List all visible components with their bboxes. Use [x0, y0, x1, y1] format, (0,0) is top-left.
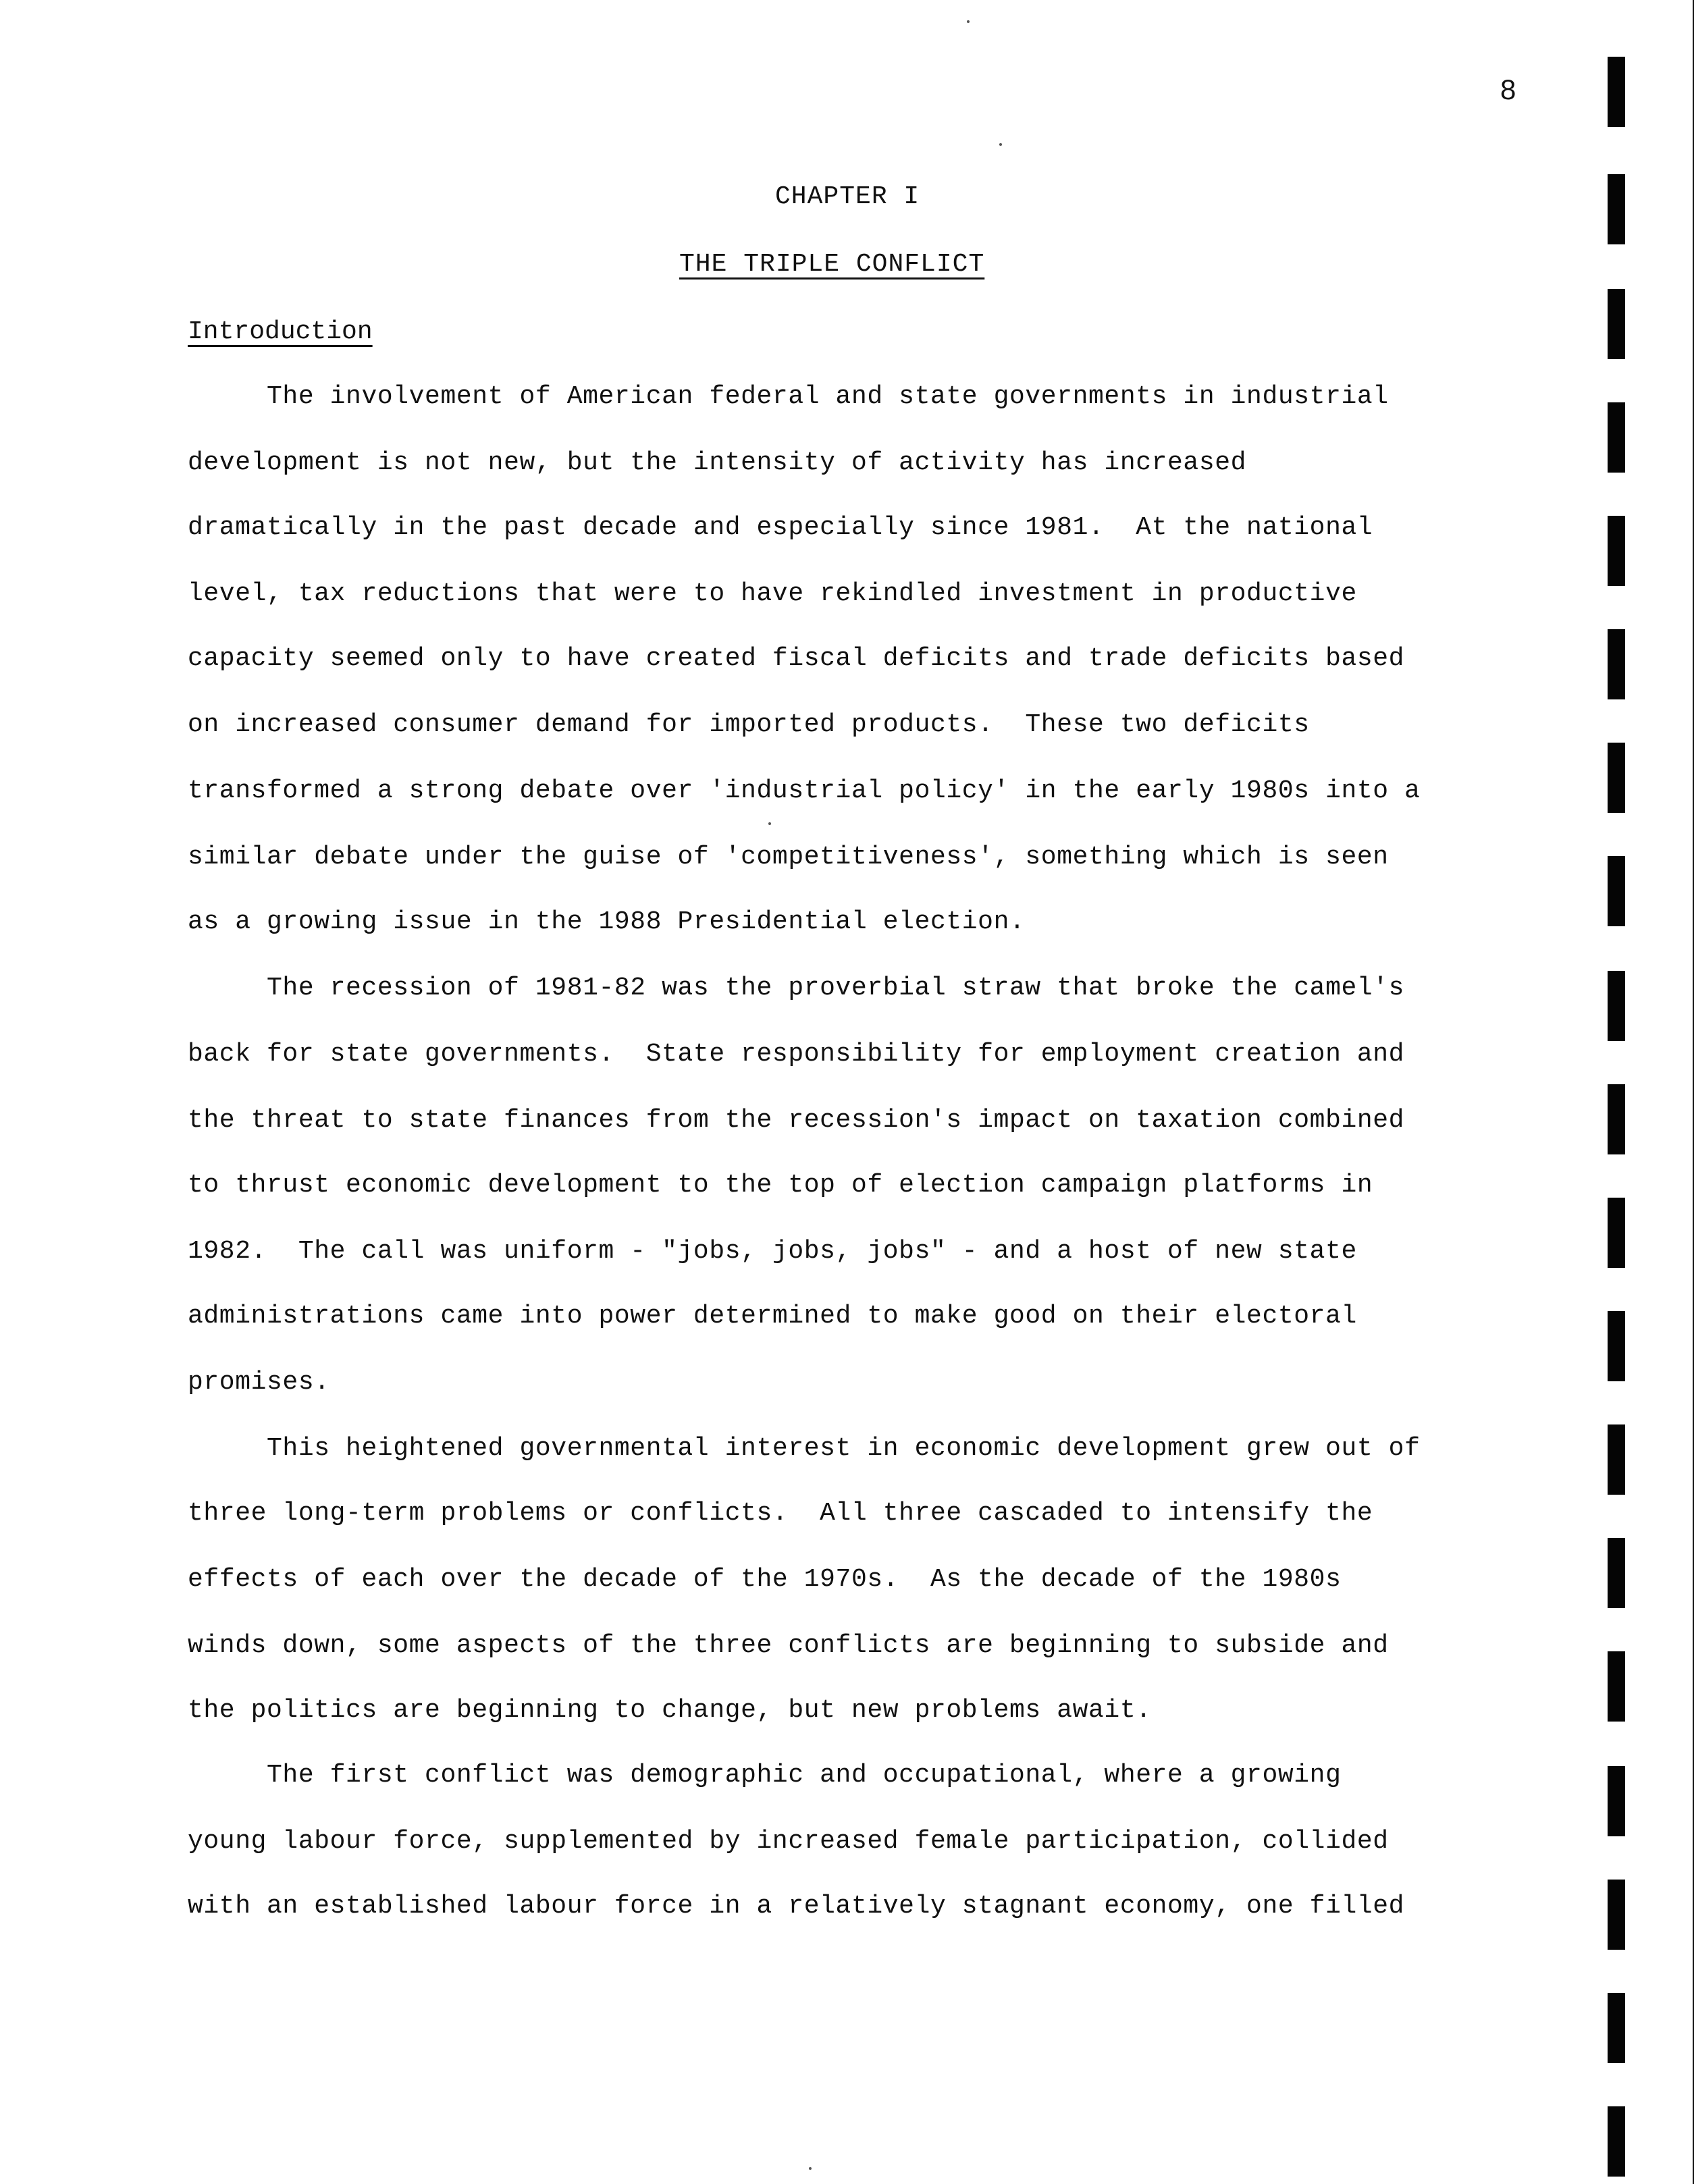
body-line: winds down, some aspects of the three conflicts are beginning to subside and: [188, 1631, 1389, 1660]
binding-mark: [1608, 289, 1625, 359]
body-line: the threat to state finances from the recession's impact on taxation combined: [188, 1106, 1405, 1135]
scan-speck: [999, 143, 1002, 146]
binding-mark: [1608, 743, 1625, 813]
binding-mark: [1608, 1651, 1625, 1722]
body-line: transformed a strong debate over 'industrial policy' in the early 1980s into a: [188, 776, 1421, 805]
body-line: The involvement of American federal and state governments in industrial: [188, 382, 1389, 411]
binding-mark: [1608, 856, 1625, 926]
binding-mark: [1608, 1993, 1625, 2063]
chapter-title: THE TRIPLE CONFLICT: [679, 250, 985, 279]
body-line: dramatically in the past decade and especially since 1981. At the national: [188, 513, 1373, 542]
body-line: the politics are beginning to change, but new problems await.: [188, 1696, 1152, 1725]
binding-mark: [1608, 1766, 1625, 1836]
body-line: capacity seemed only to have created fiscal deficits and trade deficits based: [188, 644, 1405, 673]
binding-mark: [1608, 971, 1625, 1041]
body-line: similar debate under the guise of 'competitiveness', something which is seen: [188, 843, 1389, 872]
body-line: The recession of 1981-82 was the proverbial straw that broke the camel's: [188, 974, 1405, 1003]
section-heading: Introduction: [188, 317, 373, 346]
body-line: effects of each over the decade of the 1970s. As the decade of the 1980s: [188, 1565, 1342, 1594]
body-line: on increased consumer demand for imported products. These two deficits: [188, 710, 1310, 739]
binding-mark: [1608, 1880, 1625, 1950]
body-line: administrations came into power determined to make good on their electoral: [188, 1302, 1357, 1331]
body-line: level, tax reductions that were to have rekindled investment in productive: [188, 579, 1357, 608]
chapter-label: CHAPTER I: [775, 182, 920, 211]
binding-mark: [1608, 1084, 1625, 1154]
body-line: 1982. The call was uniform - "jobs, jobs, jobs" - and a host of new state: [188, 1237, 1357, 1266]
binding-mark: [1608, 402, 1625, 473]
binding-mark: [1608, 516, 1625, 586]
body-line: promises.: [188, 1368, 330, 1397]
binding-mark: [1608, 1424, 1625, 1495]
scan-speck: [967, 20, 970, 23]
scan-speck: [809, 2167, 812, 2170]
body-line: This heightened governmental interest in economic development grew out of: [188, 1434, 1421, 1463]
scan-speck: [768, 822, 771, 825]
binding-mark: [1608, 1538, 1625, 1608]
body-line: with an established labour force in a relatively stagnant economy, one filled: [188, 1892, 1405, 1921]
page-number: 8: [1500, 74, 1516, 105]
body-line: three long-term problems or conflicts. All three cascaded to intensify the: [188, 1499, 1373, 1528]
body-line: development is not new, but the intensity of activity has increased: [188, 448, 1247, 477]
binding-mark: [1608, 2106, 1625, 2177]
body-line: back for state governments. State responsibility for employment creation and: [188, 1040, 1405, 1069]
body-line: The first conflict was demographic and occupational, where a growing: [188, 1761, 1342, 1790]
binding-mark: [1608, 1311, 1625, 1381]
body-line: young labour force, supplemented by increased female participation, collided: [188, 1827, 1389, 1856]
binding-mark: [1608, 174, 1625, 244]
binding-mark: [1608, 629, 1625, 699]
binding-mark: [1608, 1198, 1625, 1268]
body-line: as a growing issue in the 1988 Presidential election.: [188, 907, 1026, 936]
body-line: to thrust economic development to the top of election campaign platforms in: [188, 1171, 1373, 1200]
binding-mark: [1608, 57, 1625, 127]
